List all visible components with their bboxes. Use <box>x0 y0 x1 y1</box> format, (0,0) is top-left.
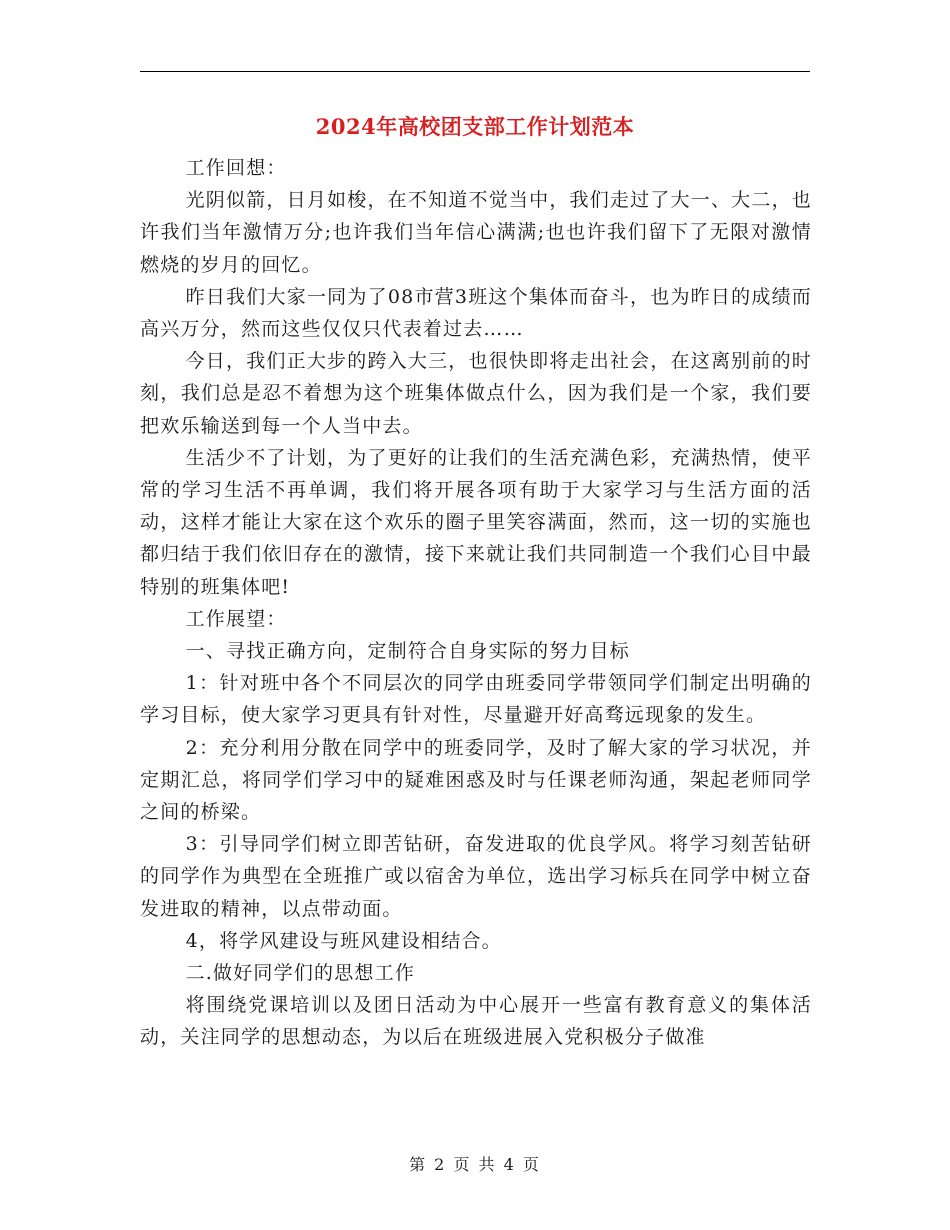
paragraph: 将围绕党课培训以及团日活动为中心展开一些富有教育意义的集体活动，关注同学的思想动态，为以后在班级进展入党积极分子做准 <box>140 994 812 1049</box>
paragraph: 工作展望： <box>185 607 287 630</box>
paragraph: 4，将学风建设与班风建设相结合。 <box>185 929 502 952</box>
document-title: 2024年高校团支部工作计划范本 <box>315 114 635 139</box>
paragraph: 2：充分利用分散在同学中的班委同学，及时了解大家的学习状况，并定期汇总，将同学们学习中的疑难困惑及时与任课老师沟通，架起老师同学之间的桥梁。 <box>140 736 812 824</box>
paragraph: 二.做好同学们的思想工作 <box>185 962 416 985</box>
paragraph: 3：引导同学们树立即苦钻研，奋发进取的优良学风。将学习刻苦钻研的同学作为典型在全班推广或以宿舍为单位，选出学习标兵在同学中树立奋发进取的精神，以点带动面。 <box>140 833 812 920</box>
paragraph: 生活少不了计划，为了更好的让我们的生活充满色彩，充满热情，使平常的学习生活不再单调，我们将开展各项有助于大家学习与生活方面的活动，这样才能让大家在这个欢乐的圈子里笑容满面，然而，这一切的实施也都归结于我们依旧存在的激情，接下来就让我们共同制造一个我们心目中最特别的班集体吧! <box>140 446 812 598</box>
paragraph: 光阴似箭，日月如梭，在不知道不觉当中，我们走过了大一、大二，也许我们当年激情万分;也许我们当年信心满满;也也许我们留下了无限对激情燃烧的岁月的回忆。 <box>140 189 812 276</box>
paragraph: 昨日我们大家一同为了08市营3班这个集体而奋斗，也为昨日的成绩而高兴万分，然而这些仅仅只代表着过去…… <box>140 285 812 341</box>
paragraph: 工作回想： <box>185 157 287 179</box>
paragraph: 今日，我们正大步的跨入大三，也很快即将走出社会，在这离别前的时刻，我们总是忍不着想为这个班集体做点什么，因为我们是一个家，我们要把欢乐输送到每一个人当中去。 <box>140 350 812 437</box>
page-number: 第 2 页 共 4 页 <box>409 1155 541 1174</box>
paragraph: 1：针对班中各个不同层次的同学由班委同学带领同学们制定出明确的学习目标，使大家学习更具有针对性，尽量避开好高骛远现象的发生。 <box>140 672 812 727</box>
paragraph: 一、寻找正确方向，定制符合自身实际的努力目标 <box>185 640 630 663</box>
document-body <box>140 152 812 1054</box>
header-rule <box>140 71 810 72</box>
